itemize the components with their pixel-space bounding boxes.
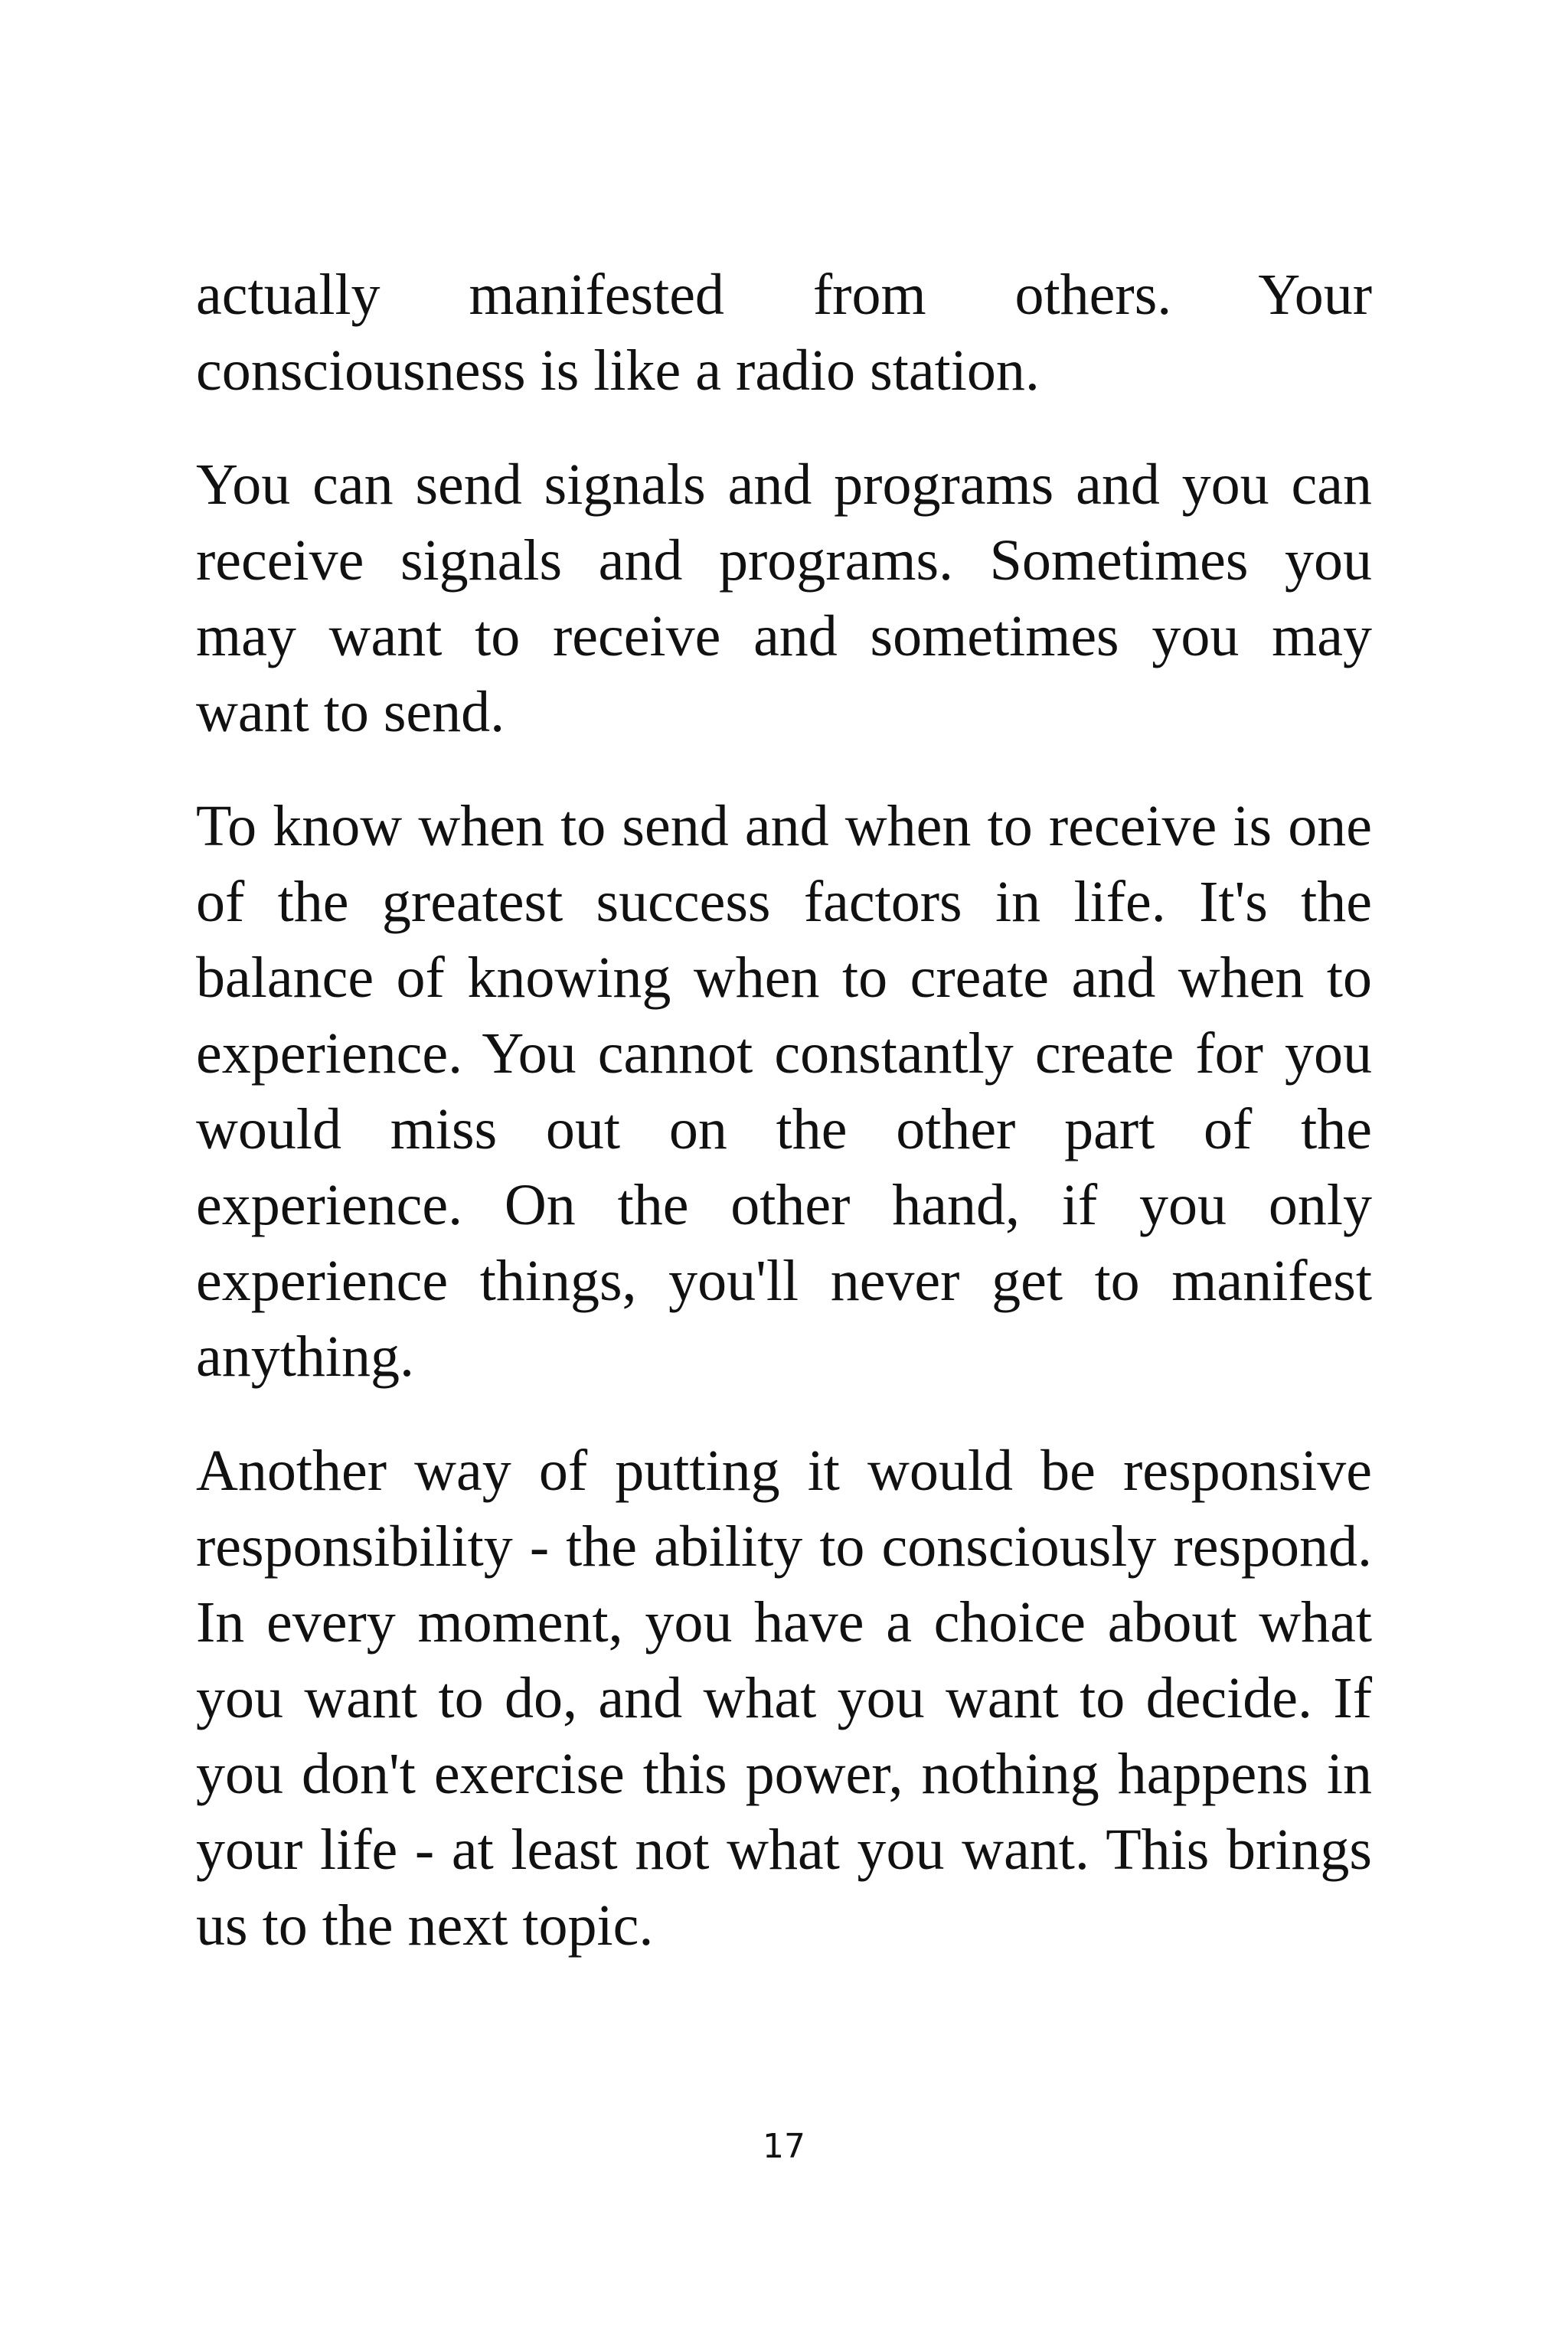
- page-number: 17: [763, 2127, 805, 2166]
- body-text: [196, 257, 1372, 2002]
- paragraph-signals: You can send signals and programs and you can receive signals and programs. Sometimes you may want to receive and sometimes you may want to send.: [196, 452, 1372, 744]
- paragraph-send-receive: To know when to send and when to receive is one of the greatest success factors in life. It's the balance of knowing when to create and when to experience. You cannot constantly create for you would miss out on the other part of the experience. On the other hand, if you only experience things, you'll never get to manifest anything.: [196, 794, 1372, 1389]
- paragraph-radio-station: actually manifested from others. Your consciousness is like a radio station.: [196, 263, 1372, 403]
- paragraph-responsibility: Another way of putting it would be responsive responsibility - the ability to consciously respond. In every moment, you have a choice about what you want to do, and what you want to decide. If you don't exercise this power, nothing happens in your life - at least not what you want. This brings us to the next topic.: [196, 1439, 1372, 1958]
